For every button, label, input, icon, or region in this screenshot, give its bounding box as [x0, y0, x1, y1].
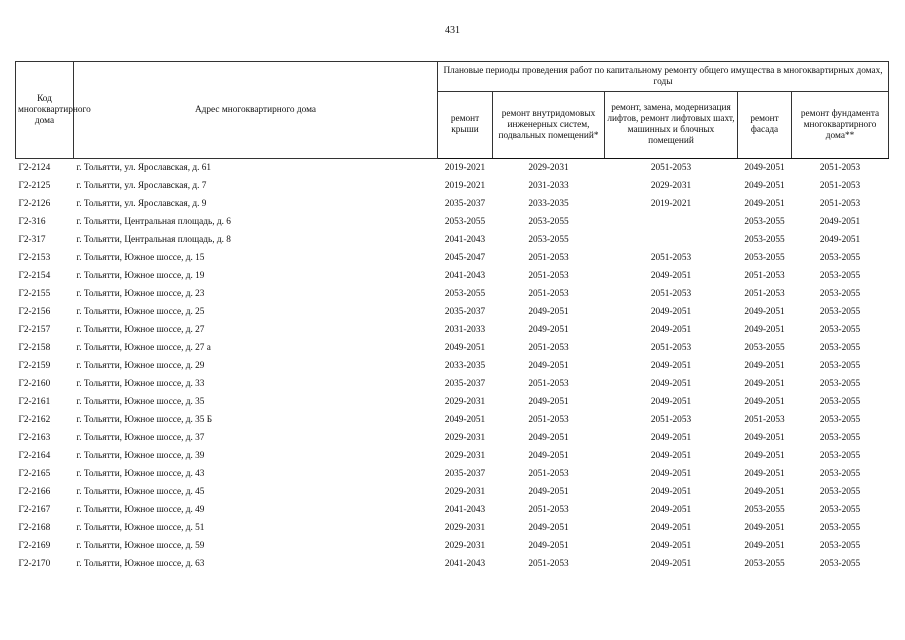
cell-code: Г2-2157: [18, 324, 51, 335]
cell-code: Г2-2165: [18, 468, 51, 479]
cell-elevators: 2051-2053: [650, 162, 692, 173]
table-row: [16, 339, 889, 357]
cell-address: г. Тольятти, Южное шоссе, д. 35 Б: [76, 414, 213, 425]
table-row: [16, 159, 889, 178]
cell-facade: 2053-2055: [744, 216, 785, 227]
table-row: [16, 483, 889, 501]
cell-address: г. Тольятти, Южное шоссе, д. 23: [76, 288, 205, 299]
cell-systems: 2051-2053: [528, 468, 569, 479]
cell-address: г. Тольятти, Южное шоссе, д. 49: [76, 504, 205, 515]
cell-facade: 2051-2053: [744, 270, 785, 281]
cell-address: г. Тольятти, Южное шоссе, д. 15: [76, 252, 205, 263]
cell-systems: 2031-2033: [528, 180, 569, 191]
cell-roof: 2029-2031: [444, 396, 486, 407]
cell-systems: 2051-2053: [528, 288, 569, 299]
cell-systems: 2049-2051: [528, 522, 569, 533]
cell-roof: 2035-2037: [444, 378, 486, 389]
table-row: [16, 177, 889, 195]
cell-facade: 2049-2051: [744, 180, 785, 191]
cell-facade: 2049-2051: [744, 198, 785, 209]
cell-address: г. Тольятти, Южное шоссе, д. 29: [76, 360, 205, 371]
cell-systems: 2051-2053: [528, 252, 569, 263]
cell-elevators: [605, 213, 738, 231]
cell-facade: 2053-2055: [744, 558, 785, 569]
cell-facade: 2051-2053: [744, 288, 785, 299]
table-row: [16, 321, 889, 339]
header-foundation: ремонт фундамента многоквартирного дома**: [792, 92, 889, 159]
cell-roof: 2041-2043: [444, 270, 486, 281]
cell-address: г. Тольятти, Южное шоссе, д. 43: [76, 468, 205, 479]
table-body: [16, 159, 889, 574]
table-row: [16, 195, 889, 213]
cell-elevators: 2049-2051: [650, 468, 692, 479]
cell-elevators: 2049-2051: [650, 396, 692, 407]
cell-facade: 2049-2051: [744, 486, 785, 497]
table-row: [16, 465, 889, 483]
table-row: [16, 231, 889, 249]
cell-foundation: 2053-2055: [819, 486, 861, 497]
cell-roof: 2035-2037: [444, 306, 486, 317]
cell-code: Г2-2124: [18, 162, 51, 173]
cell-elevators: 2049-2051: [650, 450, 692, 461]
cell-code: Г2-2170: [18, 558, 51, 569]
cell-elevators: 2049-2051: [650, 324, 692, 335]
cell-systems: 2051-2053: [528, 414, 569, 425]
cell-facade: 2049-2051: [744, 540, 785, 551]
table-row: [16, 411, 889, 429]
cell-address: г. Тольятти, Южное шоссе, д. 39: [76, 450, 205, 461]
cell-systems: 2049-2051: [528, 360, 569, 371]
cell-foundation: 2049-2051: [819, 216, 861, 227]
table-row: [16, 357, 889, 375]
cell-code: Г2-316: [18, 216, 46, 227]
table-row: [16, 393, 889, 411]
cell-elevators: 2051-2053: [650, 252, 692, 263]
cell-address: г. Тольятти, Южное шоссе, д. 33: [76, 378, 205, 389]
cell-roof: 2035-2037: [444, 468, 486, 479]
cell-systems: 2029-2031: [528, 162, 569, 173]
cell-foundation: 2053-2055: [819, 342, 861, 353]
table-row: [16, 537, 889, 555]
cell-code: Г2-2168: [18, 522, 51, 533]
cell-elevators: 2049-2051: [650, 378, 692, 389]
cell-facade: 2049-2051: [744, 378, 785, 389]
cell-foundation: 2053-2055: [819, 522, 861, 533]
cell-roof: 2019-2021: [444, 180, 486, 191]
cell-roof: 2019-2021: [444, 162, 486, 173]
capital-repair-schedule-table: [15, 61, 889, 573]
cell-code: Г2-2161: [18, 396, 51, 407]
cell-roof: 2031-2033: [444, 324, 486, 335]
cell-address: г. Тольятти, Южное шоссе, д. 25: [76, 306, 205, 317]
table-row: [16, 555, 889, 573]
header-roof: ремонт крыши: [438, 92, 493, 159]
cell-facade: 2049-2051: [744, 432, 785, 443]
cell-foundation: 2053-2055: [819, 360, 861, 371]
cell-roof: 2049-2051: [444, 342, 486, 353]
cell-systems: 2049-2051: [528, 450, 569, 461]
header-systems: ремонт внутридомовых инженерных систем, подвальных помещений*: [493, 92, 605, 159]
cell-address: г. Тольятти, Центральная площадь, д. 6: [76, 216, 231, 227]
cell-facade: 2049-2051: [744, 360, 785, 371]
cell-roof: 2041-2043: [444, 504, 486, 515]
cell-address: г. Тольятти, Южное шоссе, д. 27 а: [76, 342, 211, 353]
cell-systems: 2051-2053: [528, 558, 569, 569]
cell-roof: 2045-2047: [444, 252, 486, 263]
cell-foundation: 2053-2055: [819, 252, 861, 263]
cell-facade: 2049-2051: [744, 396, 785, 407]
header-facade: ремонт фасада: [738, 92, 792, 159]
cell-roof: 2033-2035: [444, 360, 486, 371]
cell-roof: 2041-2043: [444, 558, 486, 569]
cell-facade: 2049-2051: [744, 324, 785, 335]
cell-systems: 2049-2051: [528, 540, 569, 551]
cell-roof: 2053-2055: [444, 288, 486, 299]
cell-foundation: 2053-2055: [819, 432, 861, 443]
cell-address: г. Тольятти, ул. Ярославская, д. 9: [76, 198, 207, 209]
table-row: [16, 285, 889, 303]
cell-systems: 2033-2035: [528, 198, 569, 209]
cell-roof: 2029-2031: [444, 450, 486, 461]
cell-code: Г2-317: [18, 234, 46, 245]
cell-address: г. Тольятти, Центральная площадь, д. 8: [76, 234, 231, 245]
cell-elevators: 2049-2051: [650, 486, 692, 497]
cell-facade: 2049-2051: [744, 522, 785, 533]
cell-address: г. Тольятти, Южное шоссе, д. 27: [76, 324, 205, 335]
cell-systems: 2049-2051: [528, 432, 569, 443]
cell-code: Г2-2162: [18, 414, 51, 425]
cell-foundation: 2053-2055: [819, 558, 861, 569]
cell-code: Г2-2154: [18, 270, 51, 281]
cell-roof: 2053-2055: [444, 216, 486, 227]
cell-code: Г2-2155: [18, 288, 51, 299]
page-number: 431: [445, 25, 460, 36]
header-address: Адрес многоквартирного дома: [74, 62, 438, 159]
cell-elevators: 2019-2021: [650, 198, 692, 209]
cell-systems: 2049-2051: [528, 396, 569, 407]
cell-elevators: 2049-2051: [650, 270, 692, 281]
table-row: [16, 249, 889, 267]
cell-address: г. Тольятти, Южное шоссе, д. 45: [76, 486, 205, 497]
cell-foundation: 2053-2055: [819, 468, 861, 479]
cell-systems: 2051-2053: [528, 342, 569, 353]
cell-code: Г2-2169: [18, 540, 51, 551]
cell-code: Г2-2126: [18, 198, 51, 209]
cell-code: Г2-2160: [18, 378, 51, 389]
cell-code: Г2-2125: [18, 180, 51, 191]
cell-facade: 2053-2055: [744, 342, 785, 353]
cell-elevators: 2049-2051: [650, 558, 692, 569]
cell-roof: 2041-2043: [444, 234, 486, 245]
cell-roof: 2049-2051: [444, 414, 486, 425]
cell-elevators: 2049-2051: [650, 360, 692, 371]
cell-facade: 2051-2053: [744, 414, 785, 425]
cell-address: г. Тольятти, Южное шоссе, д. 35: [76, 396, 205, 407]
cell-elevators: 2049-2051: [650, 432, 692, 443]
header-code: Код многоквартирного дома: [16, 62, 74, 159]
table-row: [16, 519, 889, 537]
cell-code: Г2-2167: [18, 504, 51, 515]
cell-foundation: 2053-2055: [819, 324, 861, 335]
cell-systems: 2051-2053: [528, 378, 569, 389]
cell-code: Г2-2159: [18, 360, 51, 371]
cell-elevators: 2029-2031: [650, 180, 692, 191]
cell-systems: 2051-2053: [528, 270, 569, 281]
table-row: [16, 303, 889, 321]
cell-roof: 2029-2031: [444, 522, 486, 533]
cell-foundation: 2053-2055: [819, 450, 861, 461]
cell-foundation: 2053-2055: [819, 270, 861, 281]
header-planned-periods: Плановые периоды проведения работ по капитальному ремонту общего имущества в многоквартирных домах, годы: [438, 62, 889, 92]
cell-facade: 2049-2051: [744, 162, 785, 173]
cell-facade: 2053-2055: [744, 234, 785, 245]
cell-foundation: 2051-2053: [819, 180, 861, 191]
cell-code: Г2-2166: [18, 486, 51, 497]
cell-elevators: 2051-2053: [650, 342, 692, 353]
table-row: [16, 429, 889, 447]
cell-elevators: [605, 231, 738, 249]
table-row: [16, 375, 889, 393]
cell-elevators: 2051-2053: [650, 414, 692, 425]
cell-systems: 2049-2051: [528, 324, 569, 335]
cell-elevators: 2049-2051: [650, 540, 692, 551]
cell-foundation: 2053-2055: [819, 288, 861, 299]
cell-address: г. Тольятти, ул. Ярославская, д. 61: [76, 162, 212, 173]
cell-roof: 2029-2031: [444, 540, 486, 551]
cell-address: г. Тольятти, Южное шоссе, д. 51: [76, 522, 205, 533]
cell-systems: 2053-2055: [528, 216, 569, 227]
cell-facade: 2053-2055: [744, 252, 785, 263]
cell-systems: 2049-2051: [528, 306, 569, 317]
table-row: [16, 213, 889, 231]
cell-elevators: 2049-2051: [650, 522, 692, 533]
cell-foundation: 2053-2055: [819, 540, 861, 551]
cell-systems: 2051-2053: [528, 504, 569, 515]
cell-code: Г2-2163: [18, 432, 51, 443]
cell-foundation: 2051-2053: [819, 198, 861, 209]
cell-address: г. Тольятти, Южное шоссе, д. 37: [76, 432, 205, 443]
cell-roof: 2029-2031: [444, 432, 486, 443]
cell-foundation: 2053-2055: [819, 306, 861, 317]
cell-address: г. Тольятти, Южное шоссе, д. 59: [76, 540, 205, 551]
cell-elevators: 2049-2051: [650, 306, 692, 317]
cell-elevators: 2049-2051: [650, 504, 692, 515]
cell-foundation: 2053-2055: [819, 396, 861, 407]
cell-code: Г2-2158: [18, 342, 51, 353]
cell-foundation: 2051-2053: [819, 162, 861, 173]
table-row: [16, 267, 889, 285]
cell-address: г. Тольятти, Южное шоссе, д. 19: [76, 270, 205, 281]
header-elevators: ремонт, замена, модернизация лифтов, ремонт лифтовых шахт, машинных и блочных помещений: [605, 92, 738, 159]
cell-elevators: 2051-2053: [650, 288, 692, 299]
cell-roof: 2029-2031: [444, 486, 486, 497]
cell-code: Г2-2164: [18, 450, 51, 461]
cell-systems: 2049-2051: [528, 486, 569, 497]
table-row: [16, 501, 889, 519]
cell-facade: 2049-2051: [744, 306, 785, 317]
cell-facade: 2049-2051: [744, 468, 785, 479]
cell-foundation: 2049-2051: [819, 234, 861, 245]
cell-facade: 2049-2051: [744, 450, 785, 461]
cell-foundation: 2053-2055: [819, 414, 861, 425]
cell-facade: 2053-2055: [744, 504, 785, 515]
cell-foundation: 2053-2055: [819, 504, 861, 515]
cell-code: Г2-2156: [18, 306, 51, 317]
cell-roof: 2035-2037: [444, 198, 486, 209]
cell-code: Г2-2153: [18, 252, 51, 263]
cell-address: г. Тольятти, ул. Ярославская, д. 7: [76, 180, 207, 191]
cell-systems: 2053-2055: [528, 234, 569, 245]
cell-foundation: 2053-2055: [819, 378, 861, 389]
table-row: [16, 447, 889, 465]
cell-address: г. Тольятти, Южное шоссе, д. 63: [76, 558, 205, 569]
